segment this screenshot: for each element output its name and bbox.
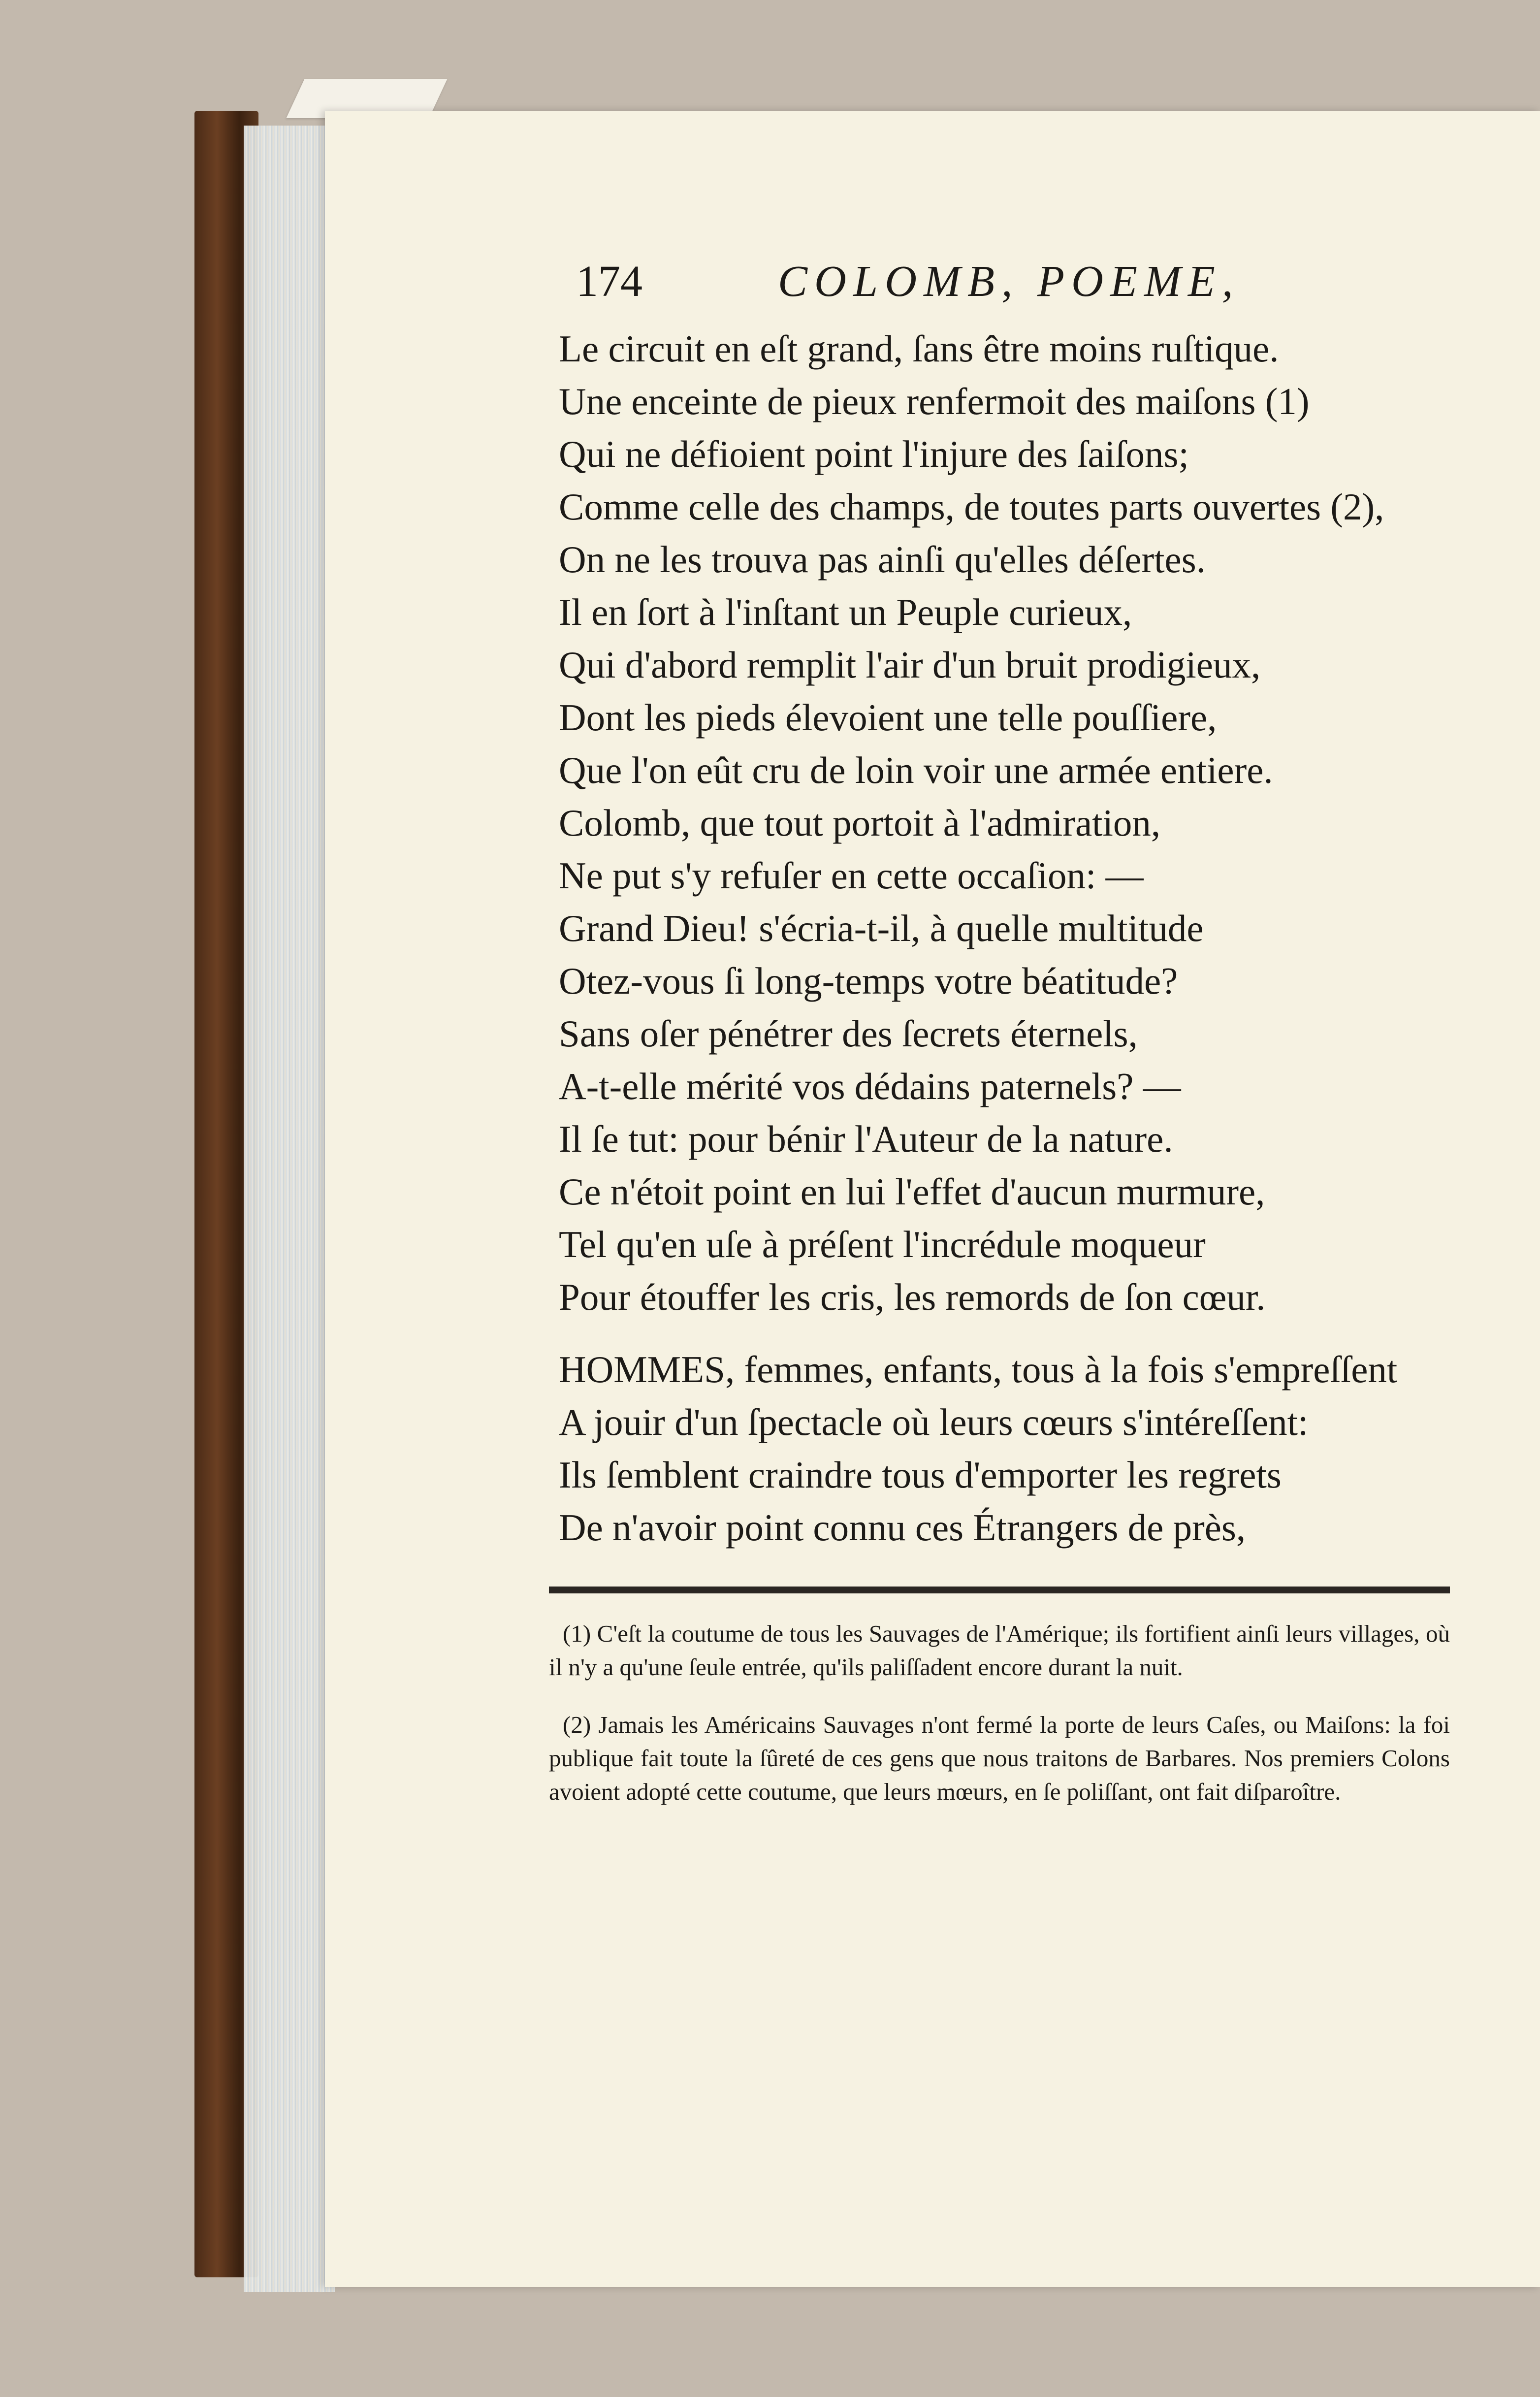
verse-line: Colomb, que tout portoit à l'admiration,: [559, 802, 1161, 844]
verse-line: Qui ne défioient point l'injure des ſaiſons;: [559, 433, 1189, 475]
verse-line: Il ſe tut: pour bénir l'Auteur de la nature.: [559, 1118, 1173, 1160]
stanza-break: [559, 1324, 1494, 1343]
verse-line: Sans oſer pénétrer des ſecrets éternels,: [559, 1012, 1138, 1055]
footnotes: [549, 1593, 1450, 1821]
verse-line: Qui d'abord remplit l'air d'un bruit prodigieux,: [559, 644, 1261, 686]
footnote-1: (1) C'eſt la coutume de tous les Sauvages de l'Amérique; ils fortifient ainſi leurs villages, où il n'y a qu'une ſeule entrée, qu'ils paliſſadent encore durant la nuit.: [549, 1620, 1450, 1681]
verse-line: Grand Dieu! s'écria-t-il, à quelle multitude: [559, 907, 1204, 949]
verse-line: Pour étouffer les cris, les remords de ſon cœur.: [559, 1276, 1266, 1318]
verse-line: Dont les pieds élevoient une telle pouſſiere,: [559, 696, 1217, 739]
verse-line: A-t-elle mérité vos dédains paternels? —: [559, 1065, 1181, 1107]
verse-line: Ils ſemblent craindre tous d'emporter les regrets: [559, 1454, 1282, 1496]
poem-text: [559, 323, 1494, 1554]
page-number: 174: [576, 257, 642, 306]
verse-line: Que l'on eût cru de loin voir une armée entiere.: [559, 749, 1273, 791]
verse-line: Tel qu'en uſe à préſent l'incrédule moqueur: [559, 1223, 1206, 1265]
running-title: COLOMB, POEME,: [778, 257, 1240, 306]
verse-line: Le circuit en eſt grand, ſans être moins ruſtique.: [559, 327, 1279, 370]
verse-line: Ce n'étoit point en lui l'effet d'aucun murmure,: [559, 1170, 1265, 1213]
marbled-page-edges: [244, 126, 335, 2292]
running-head: [576, 256, 1344, 310]
verse-line: HOMMES, femmes, enfants, tous à la fois s'empreſſent: [559, 1348, 1398, 1391]
verse-line: Une enceinte de pieux renfermoit des maiſons (1): [559, 380, 1310, 422]
verse-line: Comme celle des champs, de toutes parts ouvertes (2),: [559, 486, 1384, 528]
footnote-rule: [549, 1587, 1450, 1593]
verse-line: Otez-vous ſi long-temps votre béatitude?: [559, 960, 1178, 1002]
verse-line: A jouir d'un ſpectacle où leurs cœurs s'intéreſſent:: [559, 1401, 1309, 1443]
verse-line: Il en ſort à l'inſtant un Peuple curieux,: [559, 591, 1132, 633]
verse-line: De n'avoir point connu ces Étrangers de près,: [559, 1506, 1246, 1549]
footnote-2: (2) Jamais les Américains Sauvages n'ont fermé la porte de leurs Caſes, ou Maiſons: la foi publique fait toute la ſûreté de ces gens que nous traitons de Barbares. Nos premiers Colons avoient adopté cette coutume, que leurs mœurs, en ſe poliſſant, ont fait diſparoître.: [549, 1711, 1450, 1805]
verse-line: On ne les trouva pas ainſi qu'elles déſertes.: [559, 538, 1206, 581]
verse-line: Ne put s'y refuſer en cette occaſion: —: [559, 854, 1144, 897]
